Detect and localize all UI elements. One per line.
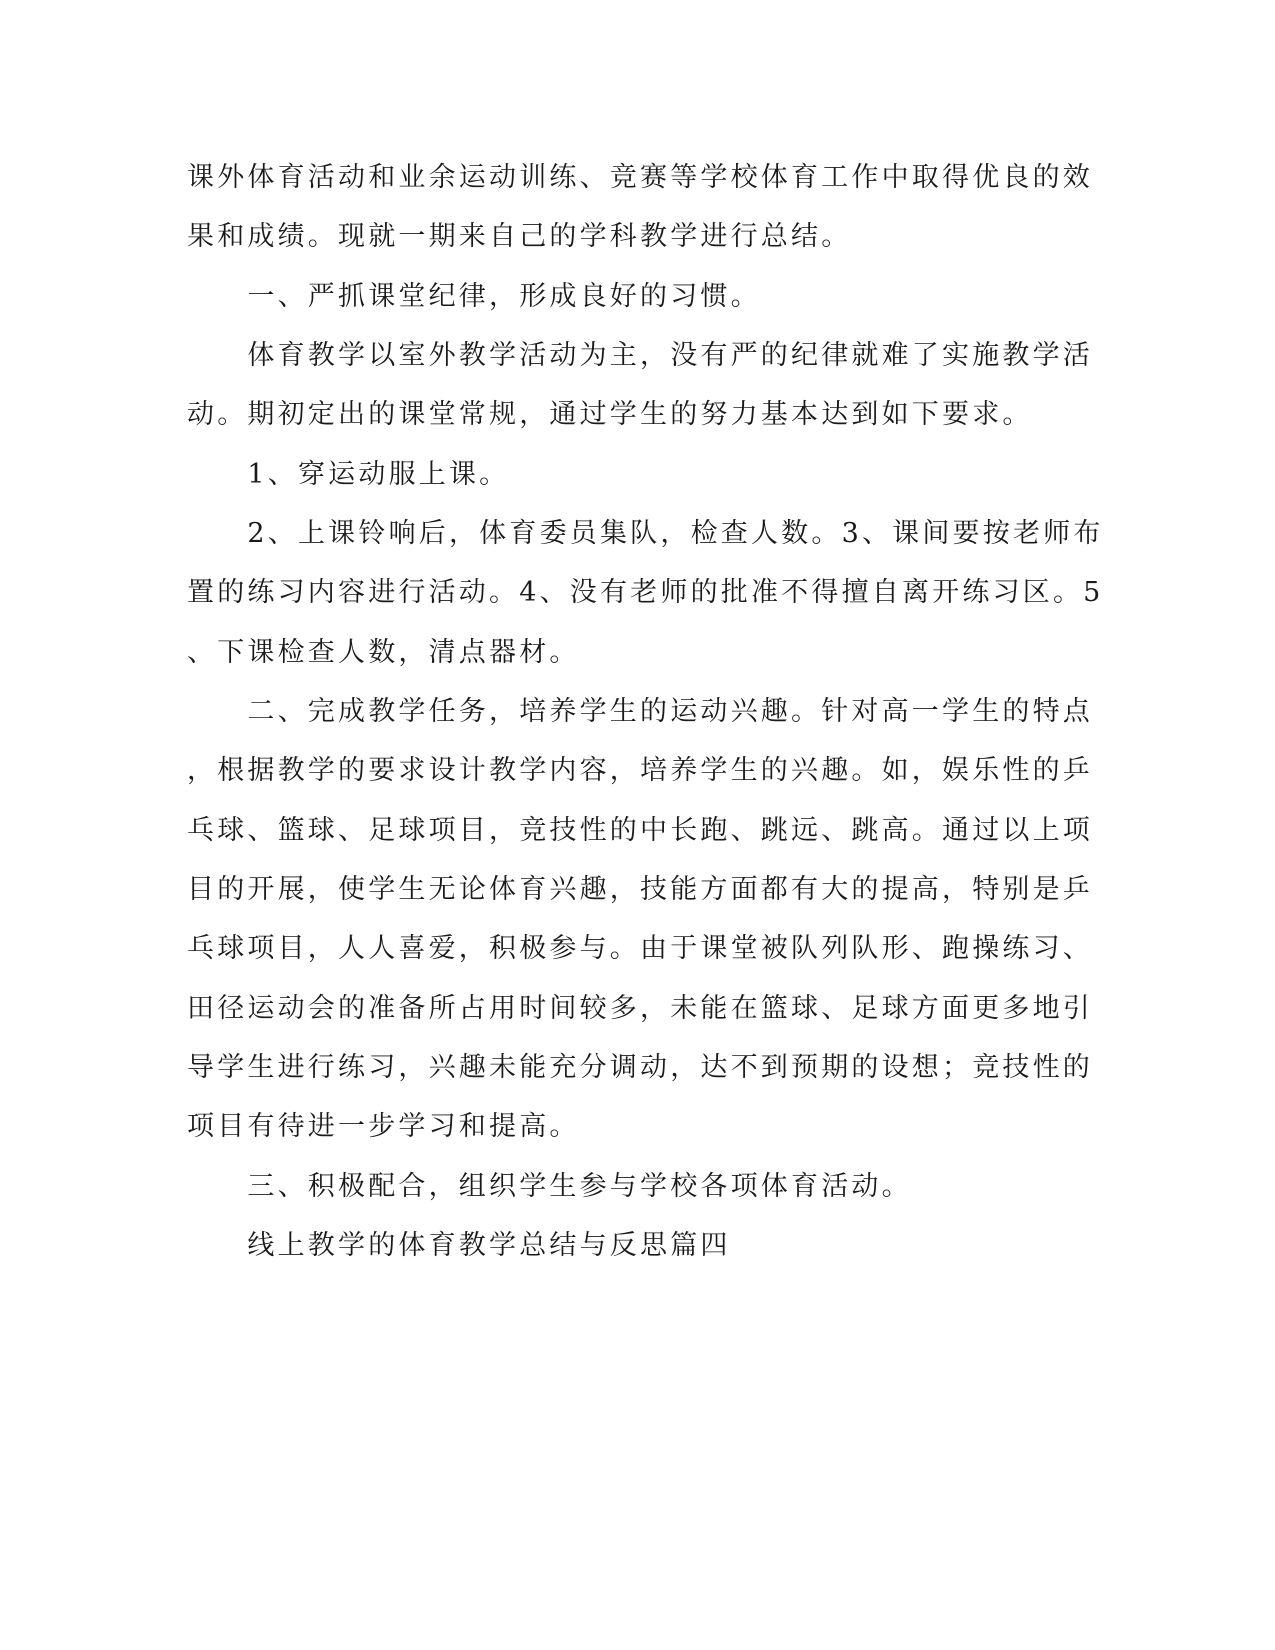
article-title: 线上教学的体育教学总结与反思篇四 xyxy=(187,1230,731,1261)
section-heading: 三、积极配合，组织学生参与学校各项体育活动。 xyxy=(187,1171,912,1202)
text-line: 田径运动会的准备所占用时间较多，未能在篮球、足球方面更多地引 xyxy=(187,993,1093,1024)
text-line: 置的练习内容进行活动。4、没有老师的批准不得擅自离开练习区。5 xyxy=(187,577,1104,608)
list-item: 2、上课铃响后，体育委员集队，检查人数。3、课间要按老师布 xyxy=(187,518,1104,549)
text-line: 导学生进行练习，兴趣未能充分调动，达不到预期的设想；竞技性的 xyxy=(187,1052,1093,1083)
text-line: 乓球、篮球、足球项目，竞技性的中长跑、跳远、跳高。通过以上项 xyxy=(187,815,1093,846)
text-line: 、下课检查人数，清点器材。 xyxy=(187,637,580,668)
text-line: ，根据教学的要求设计教学内容，培养学生的兴趣。如，娱乐性的乒 xyxy=(187,755,1093,786)
section-heading: 二、完成教学任务，培养学生的运动兴趣。针对高一学生的特点 xyxy=(187,696,1093,727)
text-line: 项目有待进一步学习和提高。 xyxy=(187,1111,580,1142)
text-line: 体育教学以室外教学活动为主，没有严的纪律就难了实施教学活 xyxy=(187,340,1093,371)
text-line: 果和成绩。现就一期来自己的学科教学进行总结。 xyxy=(187,221,852,252)
text-line: 乓球项目，人人喜爱，积极参与。由于课堂被队列队形、跑操练习、 xyxy=(187,933,1093,964)
text-line: 课外体育活动和业余运动训练、竞赛等学校体育工作中取得优良的效 xyxy=(187,162,1093,193)
section-heading: 一、严抓课堂纪律，形成良好的习惯。 xyxy=(187,281,761,312)
text-line: 动。期初定出的课堂常规，通过学生的努力基本达到如下要求。 xyxy=(187,399,1033,430)
list-item: 1、穿运动服上课。 xyxy=(187,459,510,490)
text-line: 目的开展，使学生无论体育兴趣，技能方面都有大的提高，特别是乒 xyxy=(187,874,1093,905)
